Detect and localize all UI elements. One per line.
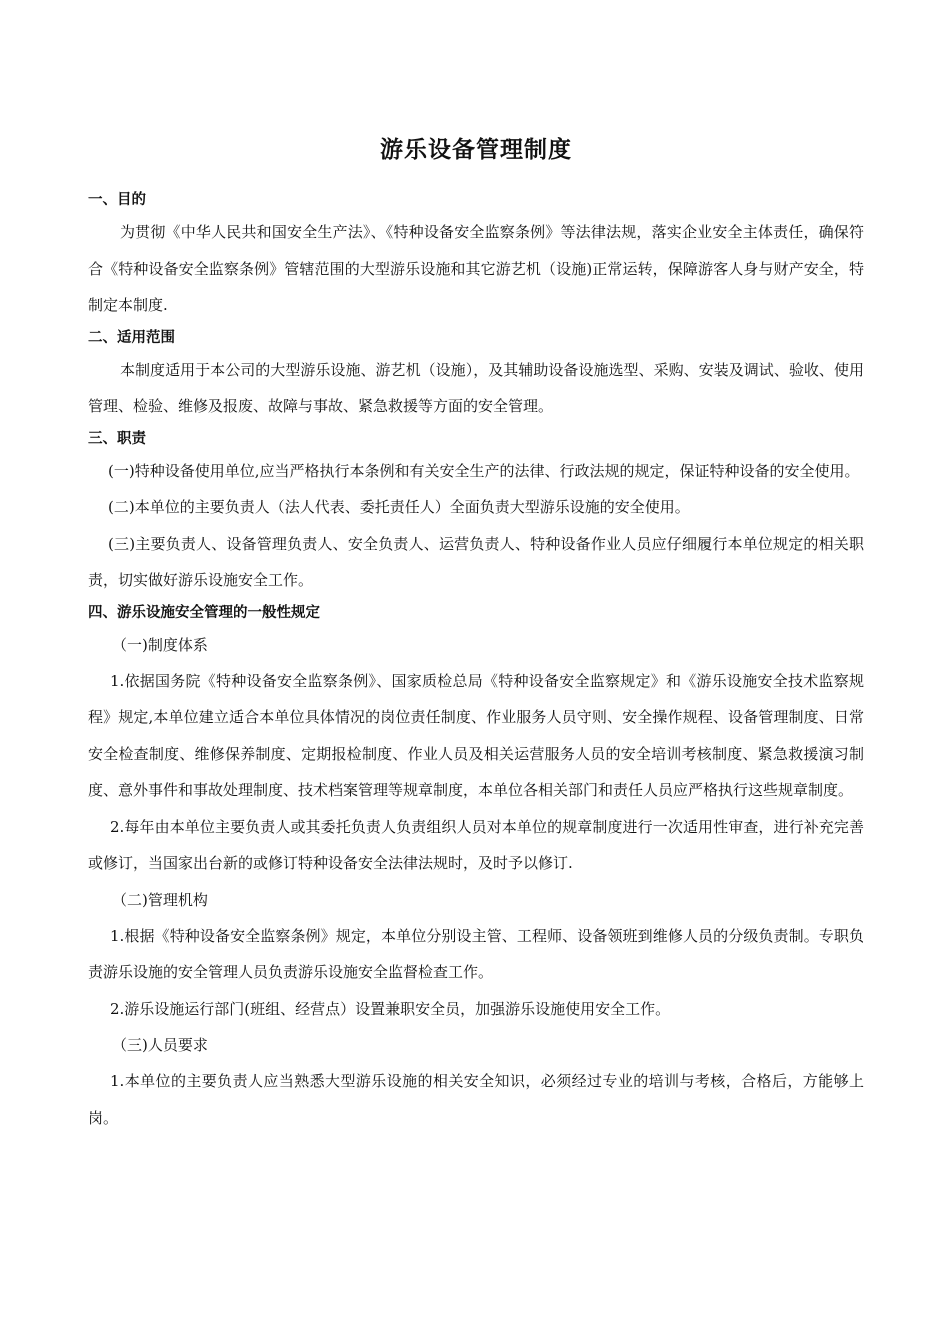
- paragraph-purpose: 为贯彻《中华人民共和国安全生产法》、《特种设备安全监察条例》等法律法规，落实企业安全主体责任，确保符合《特种设备安全监察条例》管辖范围的大型游乐设施和其它游艺机（设施)正常运转，保障游客人身与财产安全，特制定本制度.: [88, 223, 864, 314]
- paragraph-duties-3: (三)主要负责人、设备管理负责人、安全负责人、运营负责人、特种设备作业人员应仔细履行本单位规定的相关职责，切实做好游乐设施安全工作。: [88, 534, 864, 589]
- paragraph-duties-1: (一)特种设备使用单位,应当严格执行本条例和有关安全生产的法律、行政法规的规定，保证特种设备的安全使用。: [108, 461, 860, 480]
- paragraph-system-1: 1.依据国务院《特种设备安全监察条例》、国家质检总局《特种设备安全监察规定》和《游乐设施安全技术监察规程》规定,本单位建立适合本单位具体情况的岗位责任制度、作业服务人员守则、安全操作规程、设备管理制度、日常安全检查制度、维修保养制度、定期报检制度、作业人员及相关运营服务人员的安全培训考核制度、紧急救援演习制度、意外事件和事故处理制度、技术档案管理等规章制度，本单位各相关部门和责任人员应严格执行这些规章制度。: [88, 671, 864, 799]
- subheading-system: （一)制度体系: [112, 635, 208, 654]
- subheading-personnel: （三)人员要求: [112, 1036, 208, 1054]
- subheading-management: （二)管理机构: [112, 890, 208, 909]
- paragraph-management-1: 1.根据《特种设备安全监察条例》规定，本单位分别设主管、工程师、设备领班到维修人员的分级负责制。专职负责游乐设施的安全管理人员负责游乐设施安全监督检查工作。: [88, 926, 864, 981]
- section-heading-purpose: 一、目的: [88, 192, 146, 208]
- paragraph-management-2: 2.游乐设施运行部门(班组、经营点）设置兼职安全员，加强游乐设施使用安全工作。: [110, 999, 671, 1018]
- section-heading-general-rules: 四、游乐设施安全管理的一般性规定: [88, 604, 320, 621]
- section-heading-duties: 三、职责: [88, 430, 146, 447]
- document-title: 游乐设备管理制度: [380, 137, 572, 163]
- document-body: [88, 186, 864, 1136]
- paragraph-duties-2: (二)本单位的主要负责人（法人代表、委托责任人）全面负责大型游乐设施的安全使用。: [108, 498, 690, 516]
- paragraph-system-2: 2.每年由本单位主要负责人或其委托负责人负责组织人员对本单位的规章制度进行一次适用性审查，进行补充完善或修订，当国家出台新的或修订特种设备安全法律法规时，及时予以修订.: [88, 817, 864, 872]
- section-heading-scope: 二、适用范围: [88, 329, 175, 346]
- paragraph-scope: 本制度适用于本公司的大型游乐设施、游艺机（设施），及其辅助设备设施选型、采购、安装及调试、验收、使用管理、检验、维修及报废、故障与事故、紧急救援等方面的安全管理。: [88, 360, 864, 415]
- paragraph-personnel-1: 1.本单位的主要负责人应当熟悉大型游乐设施的相关安全知识，必须经过专业的培训与考核，合格后，方能够上岗。: [88, 1072, 864, 1127]
